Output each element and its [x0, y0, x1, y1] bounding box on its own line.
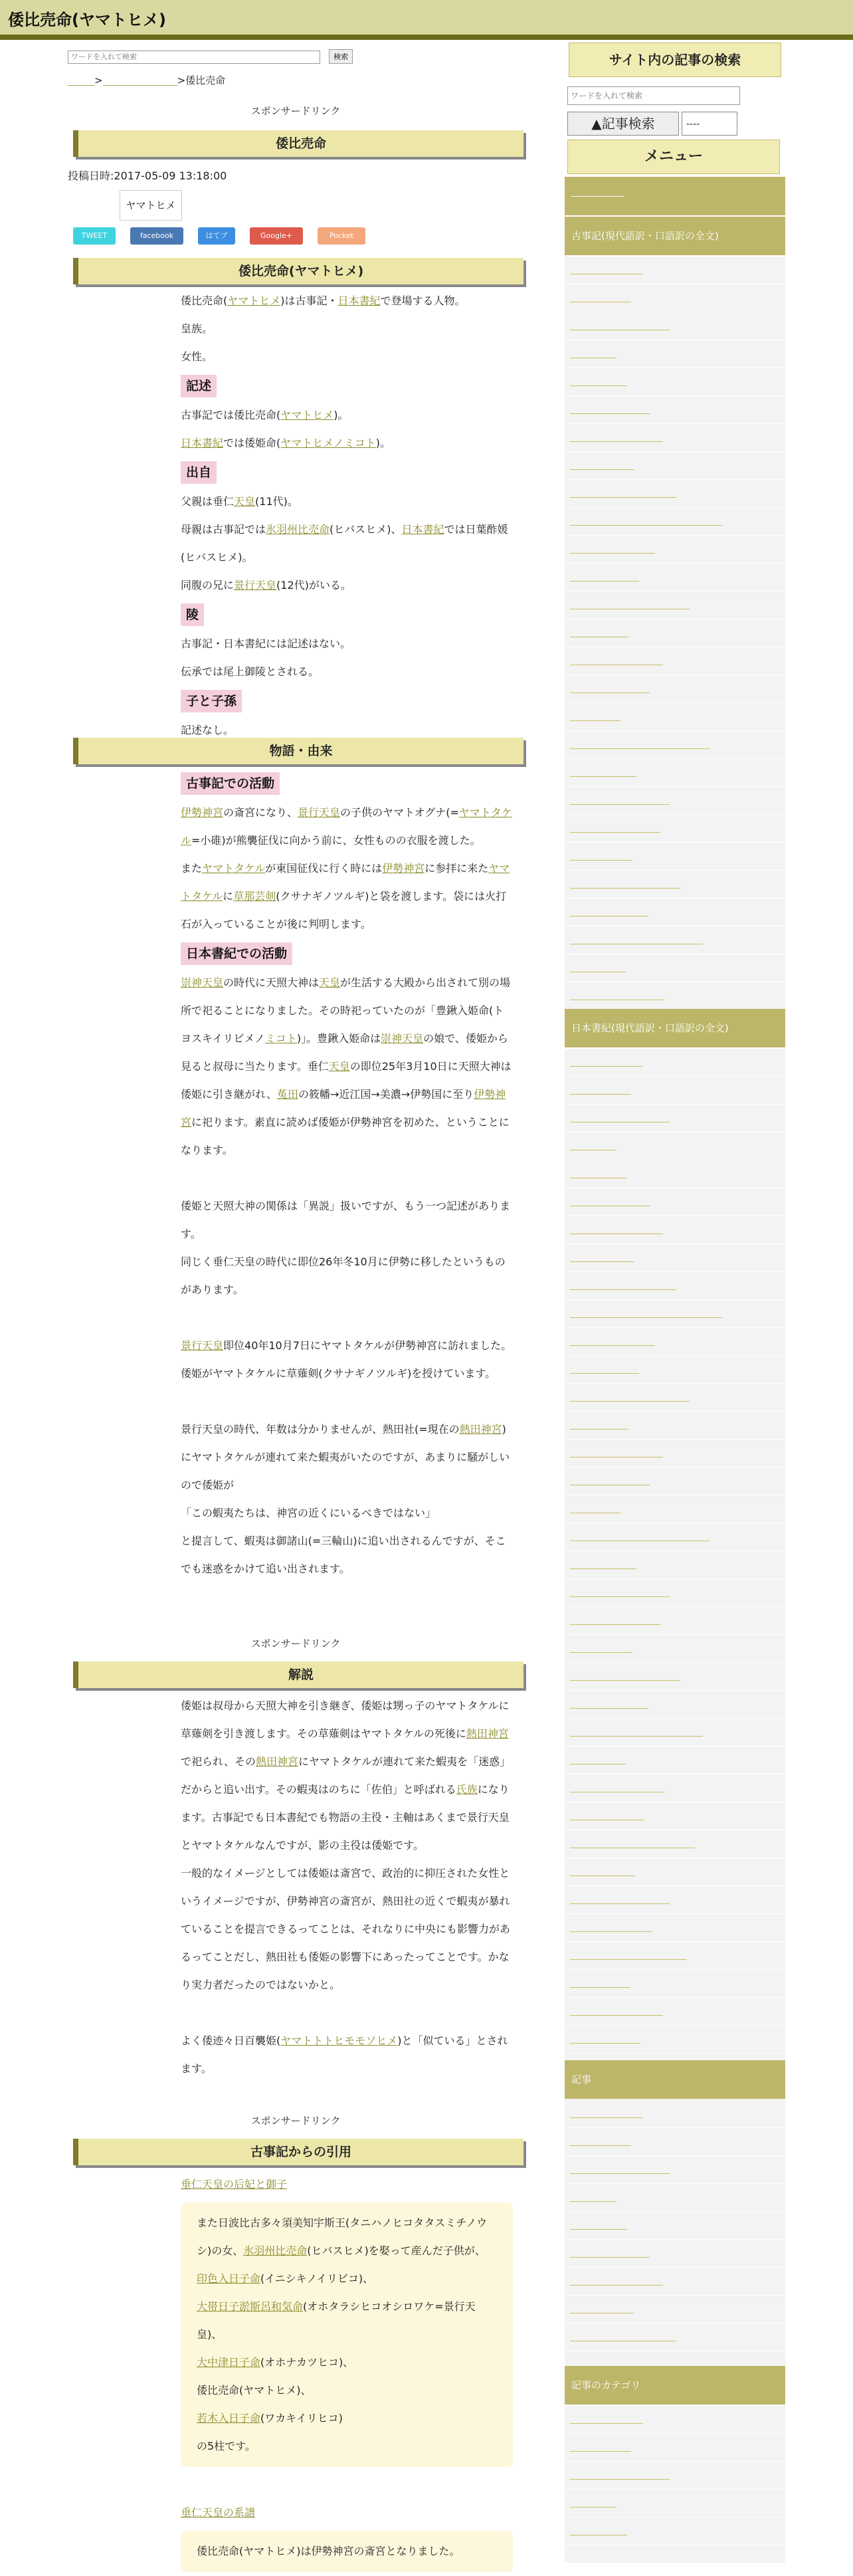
- sidebar-link-item[interactable]: [565, 2434, 785, 2462]
- shizoku-link[interactable]: 氏族: [456, 1783, 478, 1796]
- nihonshoki-link[interactable]: 日本書紀: [337, 294, 381, 307]
- post-title: 倭比売命: [73, 130, 523, 157]
- sidebar-link-underline: [570, 2479, 670, 2480]
- article-search-button[interactable]: ▲記事検索: [567, 112, 679, 136]
- share-buttons: [73, 227, 380, 245]
- site-header: [0, 0, 853, 40]
- sidebar-link-item[interactable]: [565, 1272, 785, 1300]
- quote-text: の5柱です。: [197, 2440, 256, 2452]
- facebook-button[interactable]: facebook: [130, 227, 183, 245]
- breadcrumb: [68, 73, 225, 87]
- onakatsuhiko-link[interactable]: 大中津日子命: [197, 2356, 261, 2369]
- sidebar-link-item[interactable]: [565, 731, 785, 759]
- tenno-link[interactable]: 天皇: [234, 495, 256, 508]
- inishiki-link[interactable]: 印色入日子命: [197, 2272, 261, 2285]
- sidebar-link-underline: [570, 1959, 687, 1960]
- sidebar-link-underline: [570, 1401, 690, 1402]
- sidebar-link-underline: [570, 1652, 632, 1653]
- subheading-kojiki-activity: 古事記での活動: [181, 772, 280, 795]
- sidebar-link-item[interactable]: [565, 1607, 785, 1635]
- sidebar-link-underline: [570, 2285, 663, 2286]
- kusanagi-link[interactable]: 草那芸剣: [233, 890, 276, 903]
- atsuta-jingu-link[interactable]: 熱田神宮: [466, 1727, 509, 1740]
- sidebar-link-item[interactable]: [565, 396, 785, 424]
- posted-date: 投稿日時:2017-05-09 13:18:00: [68, 169, 227, 182]
- sidebar-link-item[interactable]: [565, 703, 785, 731]
- sidebar-link-underline: [570, 888, 680, 889]
- sidebar-link-underline: [570, 1987, 630, 1988]
- story-text: 景行天皇即位40年10月7日にヤマトタケルが伊勢神宮に訪れました。倭姫がヤマトタケルに草薙剣(クサナギノツルギ)を授けています。: [181, 1339, 512, 1380]
- section-heading-commentary: 解説: [73, 1662, 523, 1688]
- ryo-text: 伝承では尾上御陵とされる。: [181, 665, 320, 678]
- search-row: [68, 49, 353, 64]
- tenno-link[interactable]: 天皇: [319, 976, 341, 989]
- sidebar-link-item[interactable]: [565, 257, 785, 284]
- sujin-tenno-link[interactable]: 崇神天皇: [181, 976, 224, 989]
- kojiki-link-list: [565, 257, 785, 1009]
- sidebar-link-underline: [570, 1261, 634, 1262]
- subheading-shutsuji: 出自: [181, 461, 217, 484]
- sidebar-link-underline: [570, 413, 650, 414]
- sidebar-link-underline: [570, 553, 655, 554]
- quote-child: 倭比売命(ヤマトヒメ)、: [197, 2384, 312, 2397]
- sidebar-link-item[interactable]: [565, 2156, 785, 2184]
- sidebar-link-underline: [570, 1317, 723, 1318]
- sidebar-link-item[interactable]: [565, 2462, 785, 2490]
- yamatototohimomoso-link[interactable]: ヤマトトトヒモモソヒメ: [280, 2034, 398, 2047]
- hibasuhime-link[interactable]: 氷羽州比売命: [243, 2244, 308, 2257]
- quote-source-link[interactable]: 垂仁天皇の后妃と御子: [181, 2178, 288, 2191]
- sidebar-link-item[interactable]: [565, 284, 785, 312]
- quote-child: 大中津日子命(オホナカツヒコ)、: [197, 2356, 354, 2369]
- sidebar-link-underline: [570, 2257, 650, 2258]
- nihonshoki-link[interactable]: 日本書紀: [401, 523, 444, 536]
- sidebar-link-item[interactable]: [565, 1942, 785, 1970]
- story-content: [181, 768, 513, 1583]
- sidebar-link-underline: [570, 720, 620, 721]
- uda-link[interactable]: 菟田: [276, 1088, 298, 1101]
- yamatohime-link[interactable]: ヤマトヒメ: [227, 294, 281, 307]
- breadcrumb-sep: >: [177, 74, 186, 86]
- sidebar-link-underline: [570, 1708, 648, 1709]
- sidebar-link-item[interactable]: [565, 1384, 785, 1412]
- sponsor-label: スポンサードリンク: [250, 105, 341, 117]
- sidebar-link-underline: [570, 1736, 703, 1737]
- breadcrumb-category-link[interactable]: [103, 76, 177, 86]
- sidebar-link-item[interactable]: [565, 1886, 785, 1914]
- articles-link-list: [565, 2100, 785, 2379]
- tag-box[interactable]: ヤマトヒメ: [120, 190, 182, 221]
- sidebar-link-item[interactable]: [565, 536, 785, 564]
- ryo-text: 古事記・日本書紀には記述はない。: [181, 637, 351, 650]
- sidebar-link-underline: [570, 804, 670, 805]
- sidebar-link-item[interactable]: [565, 1663, 785, 1691]
- sidebar-link-underline: [570, 581, 639, 582]
- father-text: 父親は垂仁天皇(11代)。: [181, 495, 298, 508]
- breadcrumb-home-link[interactable]: [68, 76, 94, 86]
- sidebar-link-underline: [570, 441, 663, 442]
- sidebar-link-underline: [570, 385, 627, 386]
- sidebar-link-underline: [570, 748, 710, 749]
- atsuta-jingu-link[interactable]: 熱田神宮: [255, 1755, 298, 1768]
- royal-text: 皇族。: [181, 322, 213, 335]
- atsuta-jingu-link[interactable]: 熱田神宮: [459, 1423, 502, 1436]
- sidebar-link-underline: [570, 2507, 616, 2508]
- sidebar-link-item[interactable]: [565, 2406, 785, 2434]
- yamatohime-link[interactable]: ヤマトヒメ: [280, 409, 334, 421]
- commentary-text: 倭姫は叔母から天照大神を引き継ぎ、倭姫は甥っ子のヤマトタケルに草薙剣を引き渡します。その草薙剣はヤマトタケルの死後に熱田神宮で祀られ、その熱田神宮にヤマトタケルが連れて来た蝦夷を「迷惑」だからと追い出す。その蝦夷はのちに「佐伯」と呼ばれる氏族になります。古事記でも日本書紀でも物語の主役・主軸はあくまで景行天皇とヤマトタケルなんですが、影の主役は倭姫です。: [181, 1699, 511, 1852]
- sidebar-link-item[interactable]: [565, 1188, 785, 1216]
- quote-child: 印色入日子命(イニシキノイリビコ)、: [197, 2272, 374, 2285]
- sidebar-link-item[interactable]: [565, 480, 785, 508]
- commentary-content: [181, 1692, 513, 2083]
- sidebar-link-item[interactable]: [565, 1691, 785, 1719]
- sidebar-link-item[interactable]: [565, 1774, 785, 1802]
- sidebar-link-item[interactable]: [565, 1132, 785, 1160]
- sidebar-link-item[interactable]: [565, 2296, 785, 2323]
- sidebar-link-item[interactable]: [565, 2518, 785, 2545]
- sidebar-link-underline: [570, 1066, 643, 1067]
- google-plus-button[interactable]: Google+: [250, 227, 303, 245]
- sidebar-link-underline: [570, 2201, 616, 2202]
- sidebar-link-underline: [570, 860, 632, 861]
- sidebar-link-underline: [570, 497, 676, 498]
- sidebar-link-item[interactable]: [565, 1328, 785, 1356]
- sidebar-link-item[interactable]: [565, 1412, 785, 1440]
- intro-paragraph: 倭比売命(ヤマトヒメ)は古事記・日本書紀で登場する人物。: [181, 294, 466, 307]
- sidebar-link-item[interactable]: [565, 619, 785, 647]
- sidebar-category-articles[interactable]: 記事: [565, 2060, 785, 2099]
- sidebar-link-item[interactable]: [565, 1523, 785, 1551]
- sponsor-label: スポンサードリンク: [250, 2115, 341, 2127]
- sidebar-link-item[interactable]: [565, 2026, 785, 2054]
- sidebar-link-item[interactable]: [565, 675, 785, 703]
- sidebar-link-underline: [570, 1345, 655, 1346]
- quote-source-link[interactable]: 垂仁天皇の系譜: [181, 2506, 256, 2519]
- sidebar-link-item[interactable]: [565, 2268, 785, 2296]
- quote-content: [181, 2171, 513, 2576]
- sidebar-link-underline: [570, 2173, 670, 2174]
- subheading-shison: 子と子孫: [181, 690, 242, 712]
- subheading-kiroku: 記述: [181, 375, 217, 397]
- subheading-ryo: 陵: [181, 603, 204, 626]
- nihonshoki-link[interactable]: 日本書紀: [181, 437, 224, 449]
- sidebar-link-item[interactable]: [565, 1244, 785, 1272]
- sidebar-search-input[interactable]: [567, 86, 740, 105]
- sponsor-label: スポンサードリンク: [250, 1638, 341, 1650]
- sidebar-link-item[interactable]: [565, 368, 785, 396]
- hatena-button[interactable]: はてブ: [198, 227, 235, 245]
- sidebar-link-underline: [570, 1680, 680, 1681]
- breadcrumb-sep: >: [94, 74, 103, 86]
- sidebar-link-item[interactable]: [565, 647, 785, 675]
- sidebar-select[interactable]: ----: [682, 112, 737, 136]
- sidebar-link-underline: [570, 2145, 631, 2146]
- sidebar-link-item[interactable]: [565, 1830, 785, 1858]
- sidebar-link-item[interactable]: [565, 1216, 785, 1244]
- story-text: と提言して、蝦夷は御諸山(=三輪山)に追い出されるんですが、そこでも迷惑をかけて追い出されます。: [181, 1535, 506, 1575]
- breadcrumb-current: 倭比売命: [185, 74, 226, 86]
- sidebar-link-underline: [570, 1624, 660, 1625]
- sidebar-link-underline: [570, 1122, 670, 1123]
- sidebar-link-item[interactable]: [565, 759, 785, 787]
- sidebar-link-underline: [570, 1931, 652, 1932]
- sidebar-link-item[interactable]: [565, 1579, 785, 1607]
- sujin-tenno-link[interactable]: 崇神天皇: [381, 1032, 424, 1045]
- shoki-activity-text: 崇神天皇の時代に天照大神は天皇が生活する大殿から出されて別の場所で祀ることになりました。その時祀っていたのが「豊鍬入姫命(トヨスキイリビメノミコト)」。豊鍬入姫命は崇神天皇の娘で、倭姫から見ると叔母に当たります。垂仁天皇の即位25年3月10日に天照大神は倭姫に引き継がれ、菟田の筱幡→近江国→美濃→伊勢国に至り伊勢神宮に祀ります。素直に読めば倭姫が伊勢神宮を初めた、ということになります。: [181, 976, 512, 1156]
- sidebar-link-item[interactable]: [565, 954, 785, 982]
- sidebar-category-kojiki[interactable]: 古事記(現代語訳・口語訳の全文): [565, 217, 785, 255]
- sidebar-link-item[interactable]: [565, 591, 785, 619]
- quote-child: 大帯日子淤斯呂和気命(オホタラシヒコオシロワケ=景行天皇)、: [197, 2300, 476, 2341]
- sidebar-link-underline: [570, 2229, 627, 2230]
- sidebar-link-item[interactable]: [565, 2212, 785, 2240]
- yamatotakeru-link[interactable]: ヤマトタケル: [202, 862, 266, 875]
- sidebar-link-item[interactable]: [565, 1998, 785, 2026]
- pocket-button[interactable]: Pocket: [318, 227, 365, 245]
- sidebar-link-item[interactable]: [565, 787, 785, 815]
- quote-child: 若木入日子命(ワカキイリヒコ): [197, 2412, 343, 2424]
- sidebar-link-underline: [570, 2043, 640, 2044]
- keiko-tenno-link[interactable]: 景行天皇: [234, 579, 277, 591]
- sidebar-link-item[interactable]: [565, 1077, 785, 1105]
- sidebar-link-item[interactable]: [565, 1440, 785, 1467]
- sidebar-link-item[interactable]: [565, 564, 785, 591]
- sidebar-link-underline: [570, 1094, 631, 1095]
- sidebar-link-item[interactable]: [565, 1105, 785, 1132]
- kojiki-activity-text: またヤマトタケルが東国征伐に行く時には伊勢神宮に参拝に来たヤマトタケルに草那芸剣(クサナギノツルギ)と袋を渡します。袋には火打石が入っていることが後に判明します。: [181, 862, 510, 930]
- sidebar-link-item[interactable]: [565, 1551, 785, 1579]
- sidebar-link-item[interactable]: [565, 843, 785, 871]
- wakakiirihiko-link[interactable]: 若木入日子命: [197, 2412, 261, 2424]
- keiko-tenno-link[interactable]: 景行天皇: [298, 806, 341, 819]
- sidebar-link-item[interactable]: [565, 1970, 785, 1998]
- story-text: 同じく垂仁天皇の時代に即位26年冬10月に伊勢に移したというものがあります。: [181, 1255, 506, 1296]
- sidebar-category-article-categories[interactable]: 記事のカテゴリ: [565, 2366, 785, 2405]
- sidebar-link-underline: [570, 2015, 663, 2016]
- ise-jingu-link[interactable]: 伊勢神宮: [181, 1088, 506, 1128]
- sidebar-link-underline: [570, 1596, 670, 1597]
- sidebar-link-item[interactable]: [565, 899, 785, 926]
- kiroku-kojiki: 古事記では倭比売命(ヤマトヒメ)。: [181, 409, 349, 421]
- sidebar-link-item[interactable]: [565, 2184, 785, 2212]
- sidebar-category-nihonshoki[interactable]: 日本書紀(現代語訳・口語訳の全文): [565, 1009, 785, 1047]
- sidebar-link-item[interactable]: [565, 2100, 785, 2128]
- sidebar-link-item[interactable]: [565, 1300, 785, 1328]
- sidebar-link-item[interactable]: [565, 1356, 785, 1384]
- section-heading-story: 物語・由来: [73, 738, 523, 764]
- section-heading-quote: 古事記からの引用: [73, 2139, 523, 2165]
- yamatotakeru-link[interactable]: ヤマトタケル: [181, 806, 512, 847]
- sidebar-search-title: サイト内の記事の検索: [569, 43, 781, 77]
- quote-text: 倭比売命(ヤマトヒメ)は伊勢神宮の斎宮となりました。: [197, 2545, 460, 2557]
- sidebar-link-item[interactable]: [565, 1495, 785, 1523]
- sidebar-link-item[interactable]: [565, 871, 785, 899]
- yamatohime-no-mikoto-link[interactable]: ヤマトヒメノミコト: [280, 437, 376, 449]
- sidebar-link-item[interactable]: [565, 1160, 785, 1188]
- story-text: 景行天皇の時代、年数は分かりませんが、熱田社(=現在の熱田神宮)にヤマトタケルが連れて来た蝦夷がいたのですが、あまりに騒がしいので倭姫が: [181, 1423, 510, 1491]
- sidebar-link-item[interactable]: [565, 424, 785, 452]
- commentary-text: 一般的なイメージとしては倭姫は斎宮で、政治的に抑圧された女性というイメージですが、伊勢神宮の斎宮が、熱田社の近くで蝦夷が暴れていることを提言できるってことは、それなりに中央にも影響力があるってことだし、熱田社も倭姫の影響下にあったってことです。かなり実力者だったのではないかと。: [181, 1867, 511, 1991]
- sidebar-link-item[interactable]: [565, 508, 785, 536]
- otarashihiko-link[interactable]: 大帯日子淤斯呂和気命: [197, 2300, 304, 2313]
- sidebar-link-underline: [570, 1903, 670, 1904]
- sidebar-link-item[interactable]: [565, 982, 785, 1010]
- sidebar-link-underline: [570, 2451, 631, 2452]
- search-button[interactable]: 検索: [329, 49, 353, 64]
- sidebar-link-item[interactable]: [565, 1858, 785, 1886]
- keiko-tenno-link[interactable]: 景行天皇: [181, 1339, 224, 1352]
- sidebar-link-underline: [570, 1429, 628, 1430]
- ise-jingu-link[interactable]: 伊勢神宮: [382, 862, 425, 875]
- sidebar-link-underline: [570, 2117, 643, 2118]
- sidebar-link-underline: [570, 1289, 676, 1290]
- sidebar-link-item[interactable]: [565, 452, 785, 480]
- tweet-button[interactable]: TWEET: [73, 227, 116, 245]
- gender-text: 女性。: [181, 350, 213, 363]
- sidebar-link-item[interactable]: [565, 1914, 785, 1942]
- tenno-link[interactable]: 天皇: [328, 1060, 350, 1073]
- sidebar-link-item[interactable]: [565, 2240, 785, 2268]
- sidebar-link-item[interactable]: [565, 1635, 785, 1663]
- quote-text: また日波比古多々須美知宇斯王(タニハノヒコタタスミチノウシ)の女、氷羽州比売命(ヒバスヒメ)を娶って産んだ子供が、: [197, 2216, 488, 2257]
- sidebar-link-item[interactable]: [565, 1719, 785, 1747]
- subheading-shoki-activity: 日本書紀での活動: [181, 942, 292, 965]
- sidebar-link-item[interactable]: [565, 2323, 785, 2351]
- sidebar-link-item[interactable]: [565, 815, 785, 843]
- sidebar-link-underline: [570, 1373, 639, 1374]
- quote-block: [181, 2531, 513, 2572]
- sidebar-link-item[interactable]: [565, 1802, 785, 1830]
- menu-title: メニュー: [567, 140, 780, 174]
- sidebar-link-item[interactable]: [565, 1747, 785, 1774]
- brother-text: 同腹の兄に景行天皇(12代)がいる。: [181, 579, 351, 591]
- sidebar-link-item[interactable]: [565, 926, 785, 954]
- sidebar-header-top[interactable]: [565, 177, 785, 215]
- sidebar-link-underline: [570, 1764, 626, 1765]
- site-title[interactable]: 倭比売命(ヤマトヒメ): [8, 11, 166, 29]
- profile-content: [181, 287, 513, 744]
- ise-jingu-link[interactable]: 伊勢神宮: [181, 806, 224, 819]
- section-heading-profile: 倭比売命(ヤマトヒメ): [73, 258, 523, 284]
- sidebar-link-item[interactable]: [565, 312, 785, 340]
- hibasuhime-link[interactable]: 氷羽州比売命: [266, 523, 330, 536]
- sidebar-link-underline: [570, 832, 660, 833]
- story-text: 倭姫と天照大神の関係は「異説」扱いですが、もう一つ記述があります。: [181, 1200, 511, 1240]
- yamatotakeru-link[interactable]: ヤマトタケル: [181, 862, 510, 903]
- sidebar-link-item[interactable]: [565, 2490, 785, 2518]
- shison-text: 記述なし。: [181, 724, 235, 736]
- mother-text: 母親は古事記では氷羽州比売命(ヒバスヒメ)、日本書紀では日葉酢媛(ヒバスヒメ)。: [181, 523, 508, 564]
- sidebar-link-underline: [570, 525, 723, 526]
- sidebar-link-underline: [570, 469, 634, 470]
- sidebar-link-item[interactable]: [565, 1049, 785, 1077]
- search-input[interactable]: [68, 51, 320, 64]
- sidebar-link-item[interactable]: [565, 1467, 785, 1495]
- nihonshoki-link-list: [565, 1049, 785, 2103]
- mikoto-link[interactable]: ミコト: [264, 1032, 297, 1045]
- sidebar-link-item[interactable]: [565, 340, 785, 368]
- kojiki-activity-text: 伊勢神宮の斎宮になり、景行天皇の子供のヤマトオグナ(=ヤマトタケル=小碓)が熊襲征伐に向かう前に、女性ものの衣服を渡した。: [181, 806, 512, 847]
- sidebar-link-item[interactable]: [565, 2128, 785, 2156]
- kiroku-shoki: 日本書紀では倭姫命(ヤマトヒメノミコト)。: [181, 437, 391, 449]
- sidebar-link-underline: [570, 2423, 643, 2424]
- quote-block: [181, 2202, 513, 2467]
- categories-link-list: [565, 2406, 785, 2563]
- sidebar-link-underline: [570, 776, 636, 777]
- commentary-text: よく倭迹々日百襲姫(ヤマトトトヒモモソヒメ)と「似ている」とされます。: [181, 2034, 508, 2075]
- sidebar-link-underline: [570, 1568, 636, 1569]
- story-text: 「この蝦夷たちは、神宮の近くにいるべきではない」: [181, 1507, 436, 1519]
